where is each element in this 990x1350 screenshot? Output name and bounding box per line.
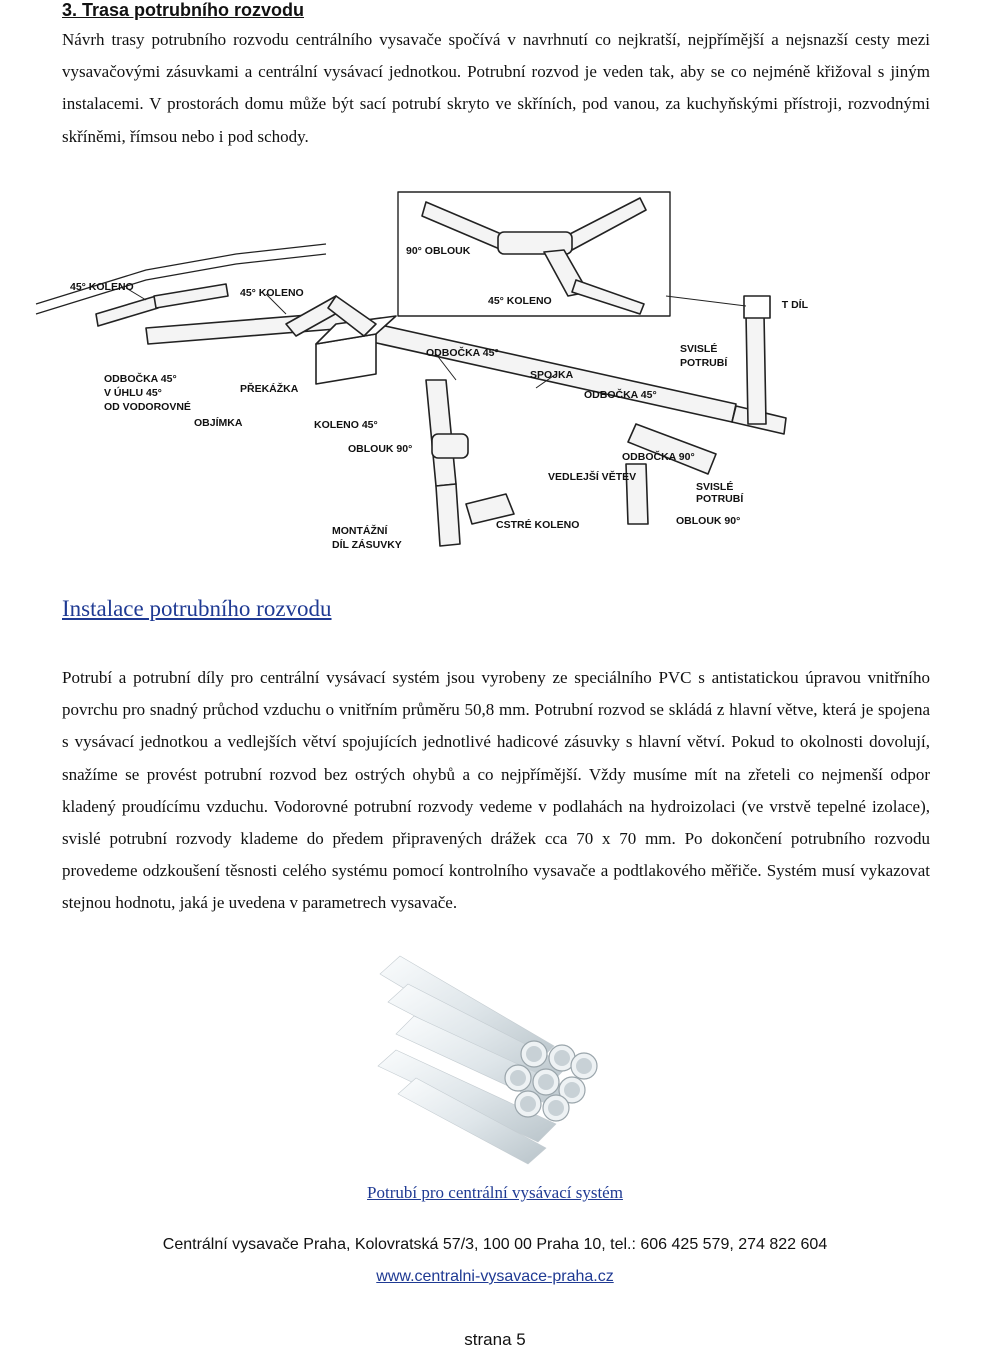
label-vertical-pipe-top-2: POTRUBÍ (680, 357, 728, 369)
label-side-branch: VEDLEJŠÍ VĚTEV (548, 471, 637, 483)
page-number: strana 5 (464, 1330, 526, 1349)
label-coupling: SPOJKA (530, 369, 574, 381)
label-branch45-horiz-3: OD VODOROVNÉ (104, 401, 191, 413)
photo-caption-link[interactable]: Potrubí pro centrální vysávací systém (367, 1183, 623, 1202)
footer-address: Centrální vysavače Praha, Kolovratská 57/3, 100 00 Praha 10, tel.: 606 425 579, 274 822 604 (162, 1236, 828, 1253)
label-sharp-knee: CSTRÉ KOLENO (496, 519, 580, 531)
label-vertical-pipe-low-2: POTRUBÍ (696, 493, 744, 505)
label-obstacle: PŘEKÁŽKA (240, 383, 299, 395)
label-knee45-inset: 45° KOLENO (488, 295, 552, 307)
label-mount-part-2: DÍL ZÁSUVKY (332, 539, 402, 551)
bend-lower (432, 434, 468, 458)
label-knee45-left: 45° KOLENO (70, 281, 134, 293)
main-pipe-upper (154, 284, 228, 308)
intro-paragraph: Návrh trasy potrubního rozvodu centrálního vysavače spočívá v navrhnutí co nejkratší, nejpřímější a nejsnazší cesty mezi vysavačovými zásuvkami a centrální vysávací jednotkou. Potrubní rozvod je veden tak, aby se co nejméně křižoval s jiným instalacemi. V prostorách domu může být sací potrubí skryto ve skříních, pod vanou, za kuchyňskými přístroji, rozvodnými skříněmi, římsou nebo i pod schody. (62, 30, 930, 146)
install-heading: Instalace potrubního rozvodu (62, 596, 332, 621)
label-branch45-horiz: ODBOČKA 45° (104, 373, 177, 385)
vertical-pipe (746, 314, 766, 424)
pvc-pipes-photo (378, 954, 612, 1172)
label-bend90-right: OBLOUK 90° (676, 515, 741, 527)
label-bend90-low: OBLOUK 90° (348, 443, 413, 455)
label-vertical-pipe-top-1: SVISLÉ (680, 343, 718, 355)
tpiece-box (744, 296, 770, 318)
label-knee45-low: KOLENO 45° (314, 419, 378, 431)
label-tpiece: T DÍL (781, 299, 808, 311)
label-branch45-horiz-2: V ÚHLU 45° (104, 387, 162, 399)
label-branch90: ODBOČKA 90° (622, 451, 695, 463)
section-heading: 3. Trasa potrubního rozvodu (62, 0, 305, 20)
label-branch45-top: ODBOČKA 45° (426, 347, 499, 359)
drop-pipe (426, 380, 456, 486)
drop-pipe-bottom (436, 484, 460, 546)
label-clamp: OBJÍMKA (194, 417, 243, 429)
pipe-route-diagram (36, 184, 808, 559)
main-pipe-left (96, 296, 158, 326)
label-mount-part-1: MONTÁŽNÍ (332, 525, 388, 537)
label-branch45-right: ODBOČKA 45° (584, 389, 657, 401)
label-vertical-pipe-low-1: SVISLÉ (696, 481, 734, 493)
install-paragraph: Potrubí a potrubní díly pro centrální vysávací systém jsou vyrobeny ze speciálního PVC s antistatickou úpravou vnitřního povrchu pro snadný průchod vzduchu o vnitřním průměru 50,8 mm. Potrubní rozvod se skládá z hlavní větve, která je spojena s vysávací jednotkou a vedlejších větví spojujících jednotlivé hadicové zásuvky s hlavní větví. Pokud to okolnosti dovolují, snažíme se provést potrubní rozvod bez ostrých ohybů a co nejpřímější. Vždy musíme mít na zřeteli co nejmenší odpor kladený proudícímu vzduchu. Vodorovné potrubní rozvody vedeme v podlahách na hydroizolaci (ve vrstvě tepelné izolace), svislé potrubní rozvody klademe do předem připravených drážek cca 70 x 70 mm. Po dokončení potrubního rozvodu provedeme odzkoušení těsnosti celého systému pomocí kontrolního vysavače a podtlakového měřiče. Systém musí vykazovat stejnou hodnotu, jaká je uvedena v parametrech vysavače. (62, 668, 930, 913)
label-bend90-inset: 90° OBLOUK (406, 245, 471, 257)
footer-website-link[interactable]: www.centralni-vysavace-praha.cz (376, 1268, 614, 1285)
label-knee45-mid: 45° KOLENO (240, 287, 304, 299)
